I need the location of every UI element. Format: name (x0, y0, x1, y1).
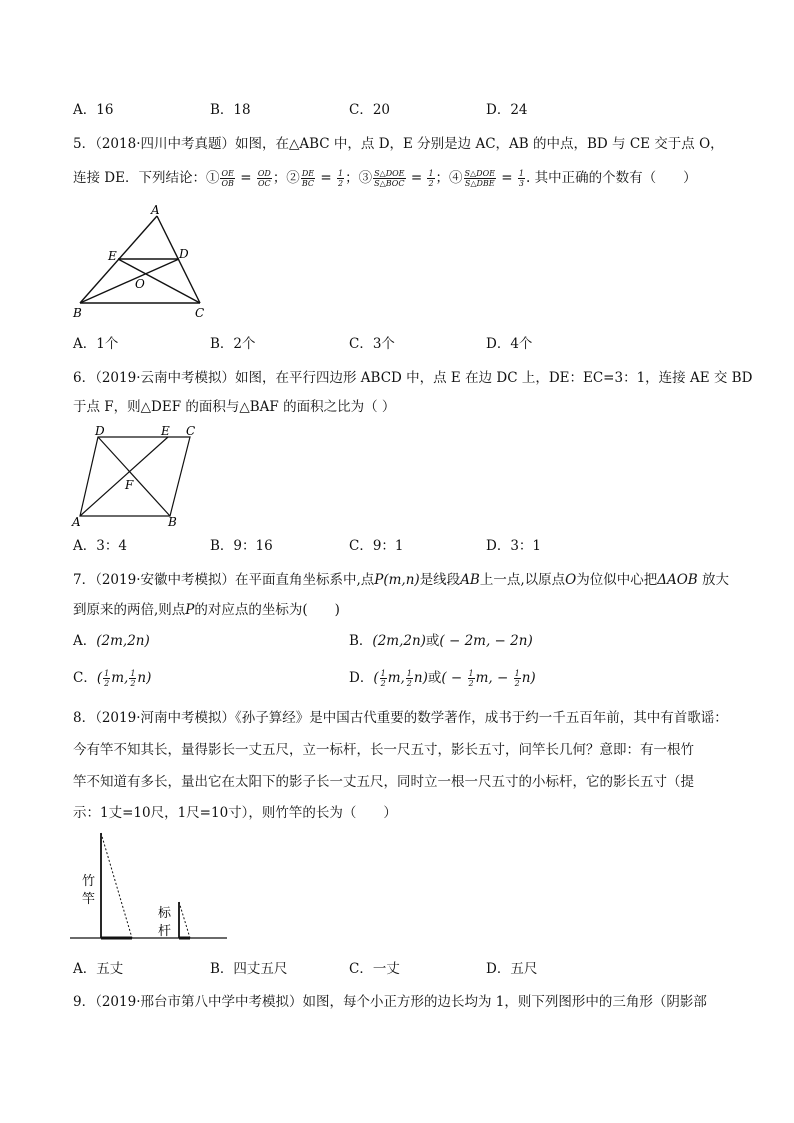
q8-option-c: C．一丈 (349, 961, 400, 977)
q8-stem-line3: 竿不知道有多长，量出它在太阳下的影子长一丈五尺，同时立一根一尺五寸的小标杆，它的影长五寸（提 (73, 774, 694, 790)
q6-label-c: C (186, 424, 196, 438)
q7-option-b: B．(2m,2n)或( − 2m, − 2n) (349, 633, 533, 649)
q5-label-d: D (179, 247, 189, 261)
q5-label-a: A (151, 203, 160, 217)
q8-label-rod2: 杆 (158, 924, 172, 939)
q5-label-e: E (108, 249, 117, 263)
q6-parallelogram-figure (68, 422, 203, 530)
q6-option-c: C．9：1 (349, 538, 404, 554)
q6-option-a: A．3：4 (73, 538, 127, 554)
q5-label-c: C (195, 306, 205, 320)
q5-triangle-figure (70, 202, 215, 322)
q6-label-e: E (161, 424, 170, 438)
q5-stem-line2: 连接 DE．下列结论：① $\frac{OE}{OB}$ = $\frac{OD}{OC}$ ；② $\frac{DE}{BC}$ = $\frac{1}{2}$ ；③ $\frac{\text{S△DOE}}{\text{S△BOC}}$ = $\frac{1}{2}$ ；④ $\frac{\text{S△DOE}}{\text{S△DBE}}$ = $\frac{1}{3}$ . 其中正确的个数有（ ） (73, 169, 697, 188)
q5-option-d: D．4个 (486, 336, 533, 352)
q8-stem-line2: 今有竿不知其长，量得影长一丈五尺，立一标杆，长一尺五寸，影长五寸，问竿长几何？意即：有一根竹 (73, 742, 694, 758)
q6-label-b: B (168, 515, 177, 529)
q5-label-b: B (73, 306, 82, 320)
q5-option-c: C．3个 (349, 336, 395, 352)
q5-option-b: B．2个 (210, 336, 256, 352)
q6-stem-line1: 6．（2019·云南中考模拟）如图，在平行四边形 ABCD 中，点 E 在边 DC 上，DE：EC=3：1，连接 AE 交 BD (73, 370, 753, 386)
q7-option-d: D．( $\frac{1}{2}$ m, $\frac{1}{2}$ n)或( − $\frac{1}{2}$ m, − $\frac{1}{2}$ n) (349, 669, 536, 688)
q7-stem-line1: 7．（2019·安徽中考模拟）在平面直角坐标系中,点P(m,n)是线段AB上一点,以原点O为位似中心把ΔAOB 放大 (73, 572, 730, 588)
q8-bamboo-figure (70, 830, 230, 945)
q4-option-c: C．20 (349, 102, 391, 118)
q5-option-a: A．1个 (73, 336, 119, 352)
q6-label-d: D (95, 424, 105, 438)
q6-option-d: D．3：1 (486, 538, 542, 554)
q4-option-d: D．24 (486, 102, 528, 118)
q7-option-a: A．(2m,2n) (73, 633, 150, 649)
q7-option-c: C．( $\frac{1}{2}$ m, $\frac{1}{2}$ n) (73, 669, 152, 688)
q8-option-b: B．四丈五尺 (210, 961, 288, 977)
q8-option-d: D．五尺 (486, 961, 538, 977)
q8-option-a: A．五丈 (73, 961, 124, 977)
q6-option-b: B．9：16 (210, 538, 273, 554)
q7-stem-line2: 到原来的两倍,则点P的对应点的坐标为( ) (73, 602, 340, 618)
q9-stem-line1: 9．（2019·邢台市第八中学中考模拟）如图，每个小正方形的边长均为 1，则下列图形中的三角形（阴影部 (73, 994, 707, 1010)
q8-stem-line1: 8．（2019·河南中考模拟）《孙子算经》是中国古代重要的数学著作，成书于约一千五百年前，其中有首歌谣： (73, 710, 728, 726)
q8-stem-line4: 示：1丈=10尺，1尺=10寸），则竹竿的长为（ ） (73, 805, 397, 821)
q4-option-b: B．18 (210, 102, 251, 118)
q5-label-o: O (135, 277, 145, 291)
q6-label-f: F (125, 478, 134, 492)
q6-label-a: A (72, 515, 81, 529)
q8-label-pole2: 竿 (82, 892, 96, 907)
q8-label-pole1: 竹 (82, 874, 96, 889)
q4-option-a: A．16 (73, 102, 114, 118)
q5-stem-line1: 5．（2018·四川中考真题）如图，在△ABC 中，点 D，E 分别是边 AC，AB 的中点，BD 与 CE 交于点 O， (73, 136, 724, 152)
q8-label-rod1: 标 (158, 906, 172, 921)
q6-stem-line2: 于点 F，则△DEF 的面积与△BAF 的面积之比为（ ） (73, 399, 396, 415)
